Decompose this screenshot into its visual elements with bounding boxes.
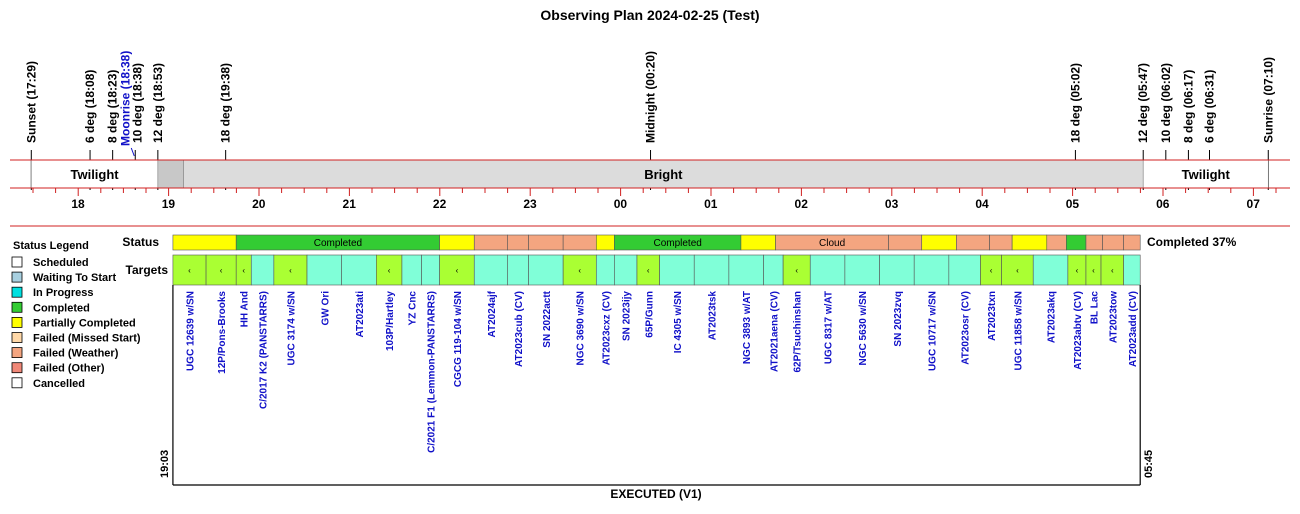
target-name: YZ Cnc [407,291,419,326]
status-block [474,235,507,250]
target-name: AT2023add (CV) [1127,291,1139,367]
sky-segment-label: Twilight [1181,167,1230,182]
target-mark: ‹ [188,266,191,275]
legend-item-label: Waiting To Start [33,272,117,285]
target-name: C/2021 F1 (Lemmon-PANSTARRS) [426,291,438,453]
target-block [342,255,377,285]
status-block [1124,235,1141,250]
sky-segment-label: Bright [644,167,683,182]
legend-item-label: Partially Completed [33,317,136,330]
event-label: 12 deg (18:53) [150,62,165,143]
event-label: 10 deg (06:02) [1158,62,1173,143]
target-name: UGC 10717 w/SN [927,291,939,372]
status-block [889,235,922,250]
target-name: AT2023txn [987,291,999,341]
target-mark: ‹ [795,266,799,275]
target-block [1033,255,1068,285]
status-legend [12,240,141,390]
target-block [307,255,342,285]
status-block-label: Completed [653,238,702,249]
hour-label: 20 [252,197,266,211]
target-block [845,255,880,285]
sky-condition-bar [10,160,1290,188]
event-label: 10 deg (18:38) [130,62,145,143]
target-name: SN 2023zvq [892,291,904,347]
status-block [1012,235,1047,250]
targets-row [173,255,1140,453]
target-name: CGCG 119-104 w/SN [452,291,464,388]
event-label: 6 deg (06:31) [1202,69,1217,143]
event-label: 6 deg (18:08) [83,69,98,143]
moonrise-pointer [131,148,134,156]
event-label: 18 deg (19:38) [218,62,233,143]
event-label: Moonrise (18:38) [118,50,133,146]
target-name: UGC 12639 w/SN [185,291,197,372]
event-label: 12 deg (05:47) [1136,62,1151,143]
legend-swatch [12,272,22,282]
hour-label: 21 [342,197,356,211]
legend-item-label: Failed (Weather) [33,347,119,360]
target-block [422,255,440,285]
target-name: 65P/Gunn [644,291,656,338]
event-label: Sunset (17:29) [24,60,39,143]
hour-label: 23 [523,197,537,211]
target-mark: ‹ [1016,266,1019,275]
hour-label: 22 [432,197,447,211]
end-time-label: 05:45 [1143,449,1155,478]
target-name: AT2023abtv (CV) [1072,291,1084,370]
status-block [956,235,989,250]
target-name: GW Ori [320,291,332,326]
status-block [173,235,236,250]
target-name: AT2023tsk [707,291,719,341]
target-block [528,255,563,285]
event-label: Midnight (00:20) [643,51,658,143]
target-name: AT2023cub (CV) [513,291,525,367]
legend-title: Status Legend [13,240,89,252]
start-time-label: 19:03 [159,449,171,478]
target-name: NGC 5630 w/SN [858,291,870,366]
hour-label: 18 [71,197,85,211]
hour-label: 05 [1065,197,1080,211]
status-block [922,235,957,250]
hour-label: 06 [1156,197,1170,211]
hour-label: 03 [884,197,899,211]
sky-segment-label: Twilight [70,167,119,182]
legend-item-label: Cancelled [33,377,85,390]
target-mark: ‹ [1075,266,1079,275]
legend-swatch [12,257,22,267]
sky-segment [158,160,184,188]
target-name: 12P/Pons-Brooks [217,291,229,374]
hour-axis [10,188,1290,226]
legend-swatch [12,378,22,388]
status-block [563,235,596,250]
target-block [764,255,784,285]
target-block [507,255,528,285]
status-block [1103,235,1124,250]
status-block [596,235,614,250]
legend-item-label: Failed (Other) [33,362,105,375]
status-block [1047,235,1067,250]
target-name: AT2023cxz (CV) [601,291,613,366]
event-label: Sunrise (07:10) [1261,56,1276,143]
target-mark: ‹ [1110,266,1114,275]
status-block [990,235,1013,250]
legend-swatch [12,363,22,373]
target-name: HH And [239,291,251,328]
legend-item-label: In Progress [33,287,94,300]
legend-swatch [12,333,22,343]
hour-label: 04 [975,197,989,211]
target-name: SN 2023ijy [621,291,633,342]
target-name: AT2023osr (CV) [960,291,972,365]
target-block [694,255,729,285]
legend-swatch [12,317,22,327]
hour-label: 02 [794,197,808,211]
hour-label: 19 [161,197,176,211]
target-mark: ‹ [387,266,391,275]
chart-title: Observing Plan 2024-02-25 (Test) [540,7,760,23]
target-block [1124,255,1141,285]
status-block [507,235,528,250]
status-row [173,235,1140,250]
target-name: UGC 11858 w/SN [1013,291,1025,371]
status-block [741,235,776,250]
legend-swatch [12,287,22,297]
target-name: C/2017 K2 (PANSTARRS) [258,291,270,409]
target-mark: ‹ [989,266,993,275]
executed-footer: EXECUTED (V1) [610,487,702,501]
status-block-label: Cloud [819,238,846,249]
target-block [880,255,915,285]
target-block [660,255,695,285]
legend-swatch [12,302,22,312]
legend-item-label: Completed [33,302,90,315]
target-block [810,255,845,285]
target-block [949,255,981,285]
status-summary: Completed 37% [1147,235,1237,249]
target-name: UGC 3174 w/SN [286,291,298,366]
target-mark: ‹ [1092,266,1095,275]
target-name: BL Lac [1089,291,1101,325]
target-name: AT2024ajf [486,291,498,338]
event-label: 8 deg (18:23) [105,69,120,143]
status-block [528,235,563,250]
target-block [251,255,274,285]
target-block [596,255,614,285]
target-mark: ‹ [219,266,223,275]
status-block-label: Completed [313,238,363,249]
target-block [474,255,507,285]
target-name: 103P/Hartley [385,291,397,352]
target-block [402,255,422,285]
legend-swatch [12,348,22,358]
event-label: 8 deg (06:17) [1181,69,1196,143]
target-block [729,255,764,285]
target-name: NGC 3690 w/SN [575,291,587,366]
target-name: AT2021aena (CV) [769,291,781,372]
event-label: 18 deg (05:02) [1068,62,1083,143]
hour-label: 00 [613,197,628,211]
target-name: SN 2022actt [541,291,553,348]
target-mark: ‹ [455,266,459,275]
target-block [914,255,949,285]
target-name: AT2023tow [1108,291,1120,344]
target-mark: ‹ [289,266,292,275]
target-name: UGC 8317 w/AT [823,291,835,365]
target-name: NGC 3893 w/AT [742,291,754,365]
target-block [614,255,637,285]
target-mark: ‹ [646,266,650,275]
target-name: 62P/Tsuchinshan [792,291,804,373]
legend-item-label: Scheduled [33,257,89,269]
target-mark: ‹ [578,266,582,275]
target-mark: ‹ [242,266,246,275]
hour-label: 07 [1246,197,1260,211]
status-block [1086,235,1103,250]
status-block [1066,235,1086,250]
hour-label: 01 [704,197,718,211]
legend-item-label: Failed (Missed Start) [33,332,141,345]
target-name: IC 4305 w/SN [672,291,684,354]
targets-row-label: Targets [125,263,168,277]
target-name: AT2023ati [354,291,366,338]
target-name: AT2023akq [1046,291,1058,344]
status-row-label: Status [122,235,159,249]
status-block [440,235,475,250]
